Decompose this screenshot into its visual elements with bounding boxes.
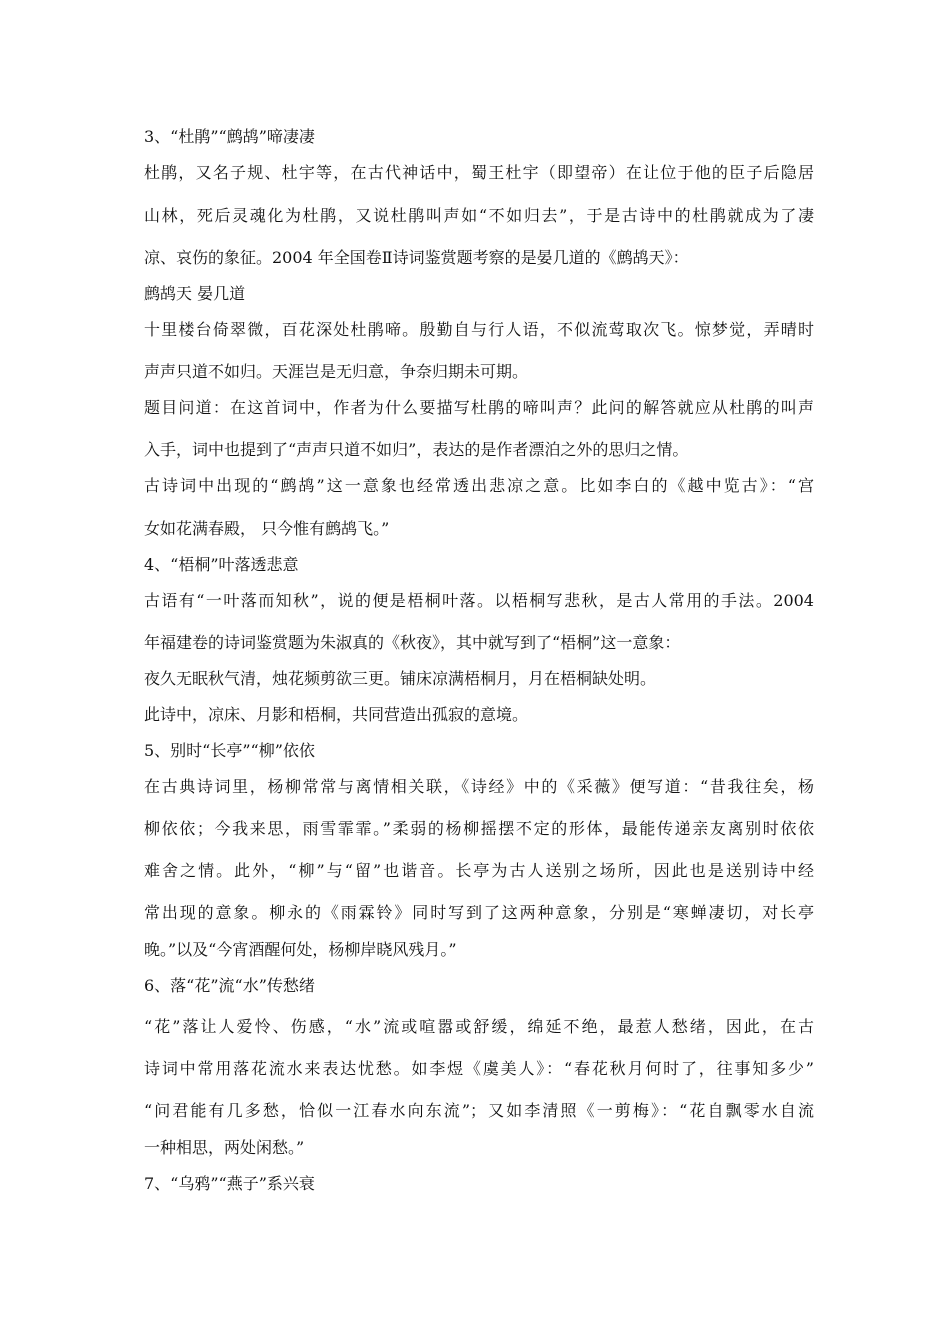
section-heading: 4、“梧桐”叶落透悲意 xyxy=(144,555,299,574)
text-line: 题目问道：在这首词中，作者为什么要描写杜鹃的啼叫声？此问的解答就应从杜鹃的叫声 xyxy=(144,398,814,417)
text-line: 年福建卷的诗词鉴赏题为朱淑真的《秋夜》，其中就写到了“梧桐”这一意象： xyxy=(144,633,681,652)
section-heading: 6、落“花”流“水”传愁绪 xyxy=(144,976,315,995)
text-line: 杜鹃，又名子规、杜宇等，在古代神话中，蜀王杜宇（即望帝）在让位于他的臣子后隐居 xyxy=(144,163,814,182)
text-line: 山林，死后灵魂化为杜鹃，又说杜鹃叫声如“不如归去”，于是古诗中的杜鹃就成为了凄 xyxy=(144,206,814,225)
poem-title: 鹧鸪天 晏几道 xyxy=(144,284,246,303)
text-line: 此诗中，凉床、月影和梧桐，共同营造出孤寂的意境。 xyxy=(144,705,529,724)
text-line: 一种相思，两处闲愁。” xyxy=(144,1138,305,1157)
text-line: 柳依依；今我来思，雨雪霏霏。”柔弱的杨柳摇摆不定的形体，最能传递亲友离别时依依 xyxy=(144,819,814,838)
text-line: “问君能有几多愁，恰似一江春水向东流”；又如李清照《一剪梅》：“花自飘零水自流 xyxy=(144,1101,814,1120)
text-line: 常出现的意象。柳永的《雨霖铃》同时写到了这两种意象，分别是“寒蝉凄切，对长亭 xyxy=(144,903,814,922)
section-heading: 7、“乌鸦”“燕子”系兴衰 xyxy=(144,1174,315,1193)
text-line: 在古典诗词里，杨柳常常与离情相关联，《诗经》中的《采薇》便写道：“昔我往矣，杨 xyxy=(144,777,814,796)
text-line: 诗词中常用落花流水来表达忧愁。如李煜《虞美人》：“春花秋月何时了，往事知多少” xyxy=(144,1059,814,1078)
text-line: 晚。”以及“今宵酒醒何处，杨柳岸晓风残月。” xyxy=(144,940,457,959)
text-line: 入手，词中也提到了“声声只道不如归”，表达的是作者漂泊之外的思归之情。 xyxy=(144,440,689,459)
poem-line: 声声只道不如归。天涯岂是无归意，争奈归期未可期。 xyxy=(144,362,529,381)
text-line: 古语有“一叶落而知秋”，说的便是梧桐叶落。以梧桐写悲秋，是古人常用的手法。2004 xyxy=(144,591,814,610)
poem-line: 十里楼台倚翠微，百花深处杜鹃啼。殷勤自与行人语，不似流莺取次飞。惊梦觉，弄晴时 xyxy=(144,320,814,339)
text-line: 难舍之情。此外，“柳”与“留”也谐音。长亭为古人送别之场所，因此也是送别诗中经 xyxy=(144,861,814,880)
text-line: “花”落让人爱怜、伤感，“水”流或喧嚣或舒缓，绵延不绝，最惹人愁绪，因此，在古 xyxy=(144,1017,814,1036)
text-line: 古诗词中出现的“鹧鸪”这一意象也经常透出悲凉之意。比如李白的《越中览古》：“宫 xyxy=(144,476,814,495)
text-line: 女如花满春殿， 只今惟有鹧鸪飞。” xyxy=(144,519,390,538)
section-heading: 5、别时“长亭”“柳”依依 xyxy=(144,741,315,760)
text-line: 凉、哀伤的象征。2004 年全国卷Ⅱ诗词鉴赏题考察的是晏几道的《鹧鸪天》： xyxy=(144,248,689,267)
section-heading: 3、“杜鹃”“鹧鸪”啼凄凄 xyxy=(144,127,315,146)
poem-line: 夜久无眠秋气清，烛花频剪欲三更。铺床凉满梧桐月，月在梧桐缺处明。 xyxy=(144,669,657,688)
